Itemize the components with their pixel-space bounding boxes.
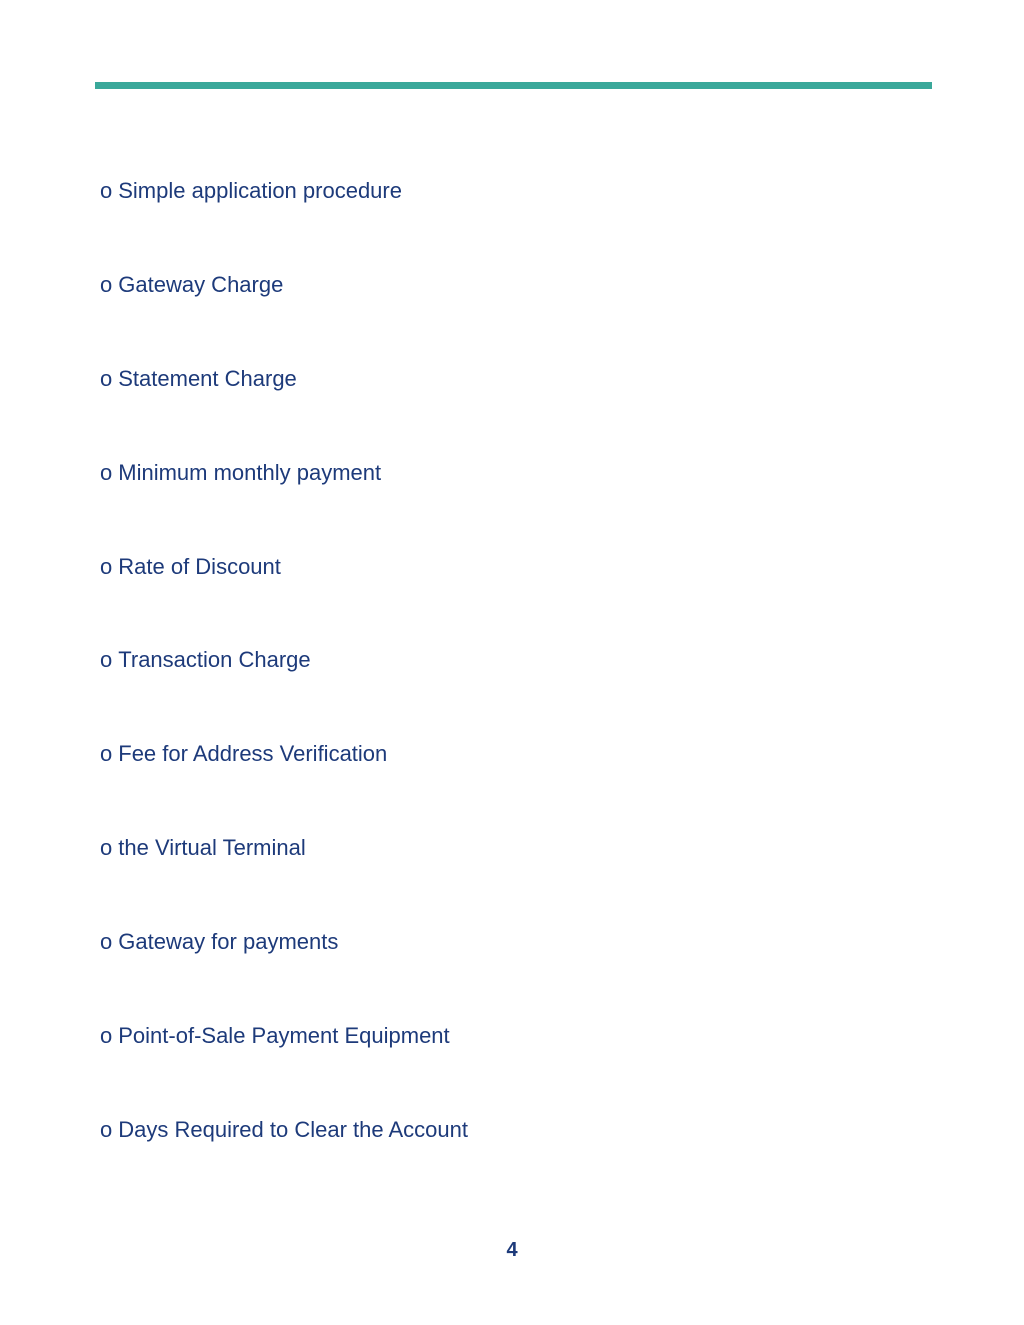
list-item xyxy=(100,832,468,926)
list-item-label: Point-of-Sale Payment Equipment xyxy=(118,1023,450,1049)
bullet-marker: o xyxy=(100,271,113,297)
header-divider xyxy=(95,82,932,89)
list-item xyxy=(100,551,468,645)
list-item xyxy=(100,457,468,551)
list-item xyxy=(100,1020,468,1114)
list-item xyxy=(100,738,468,832)
list-item xyxy=(100,175,468,269)
list-item xyxy=(100,644,468,738)
list-item-label: Fee for Address Verification xyxy=(118,741,388,767)
bullet-marker: o xyxy=(100,647,113,673)
list-item-label: Minimum monthly payment xyxy=(118,459,382,485)
bullet-marker: o xyxy=(100,741,113,767)
list-item-label: Days Required to Clear the Account xyxy=(118,1116,468,1142)
list-item-label: Gateway Charge xyxy=(118,271,284,297)
bullet-marker: o xyxy=(100,553,113,579)
list-item xyxy=(100,1114,468,1208)
list-item-label: Simple application procedure xyxy=(118,178,402,203)
bullet-marker: o xyxy=(100,459,113,485)
bullet-marker: o xyxy=(100,1116,113,1142)
list-item-label: Statement Charge xyxy=(118,365,297,391)
list-item xyxy=(100,363,468,457)
bullet-list xyxy=(100,175,468,1208)
list-item-label: Rate of Discount xyxy=(118,553,281,579)
list-item xyxy=(100,269,468,363)
bullet-marker: o xyxy=(100,929,113,955)
page-number: 4 xyxy=(506,1239,518,1261)
bullet-marker: o xyxy=(100,835,113,861)
bullet-marker: o xyxy=(100,1023,113,1049)
list-item-label: the Virtual Terminal xyxy=(118,835,306,861)
list-item-label: Transaction Charge xyxy=(118,647,311,673)
list-item-label: Gateway for payments xyxy=(118,929,339,955)
bullet-marker: o xyxy=(100,178,113,203)
list-item xyxy=(100,926,468,1020)
bullet-marker: o xyxy=(100,365,113,391)
